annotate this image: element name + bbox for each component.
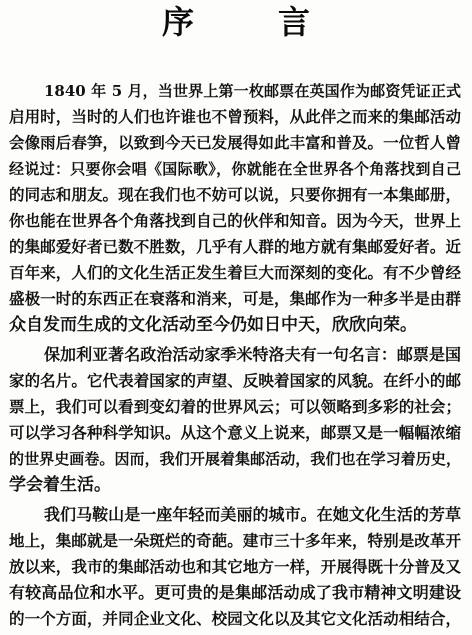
text-line: 的世界史画卷。因而，我们开展着集邮活动，我们也在学习着历史， bbox=[9, 450, 461, 468]
text-line: 盛极一时的东西正在衰落和消来，可是，集邮作为一种多半是由群 bbox=[9, 289, 461, 308]
page-title: 序 言 bbox=[161, 3, 336, 41]
text-line: 保加利亚著名政治活动家季米特洛夫有一句名言：邮票是国 bbox=[44, 345, 461, 364]
text-line: 学会着生活。 bbox=[9, 475, 111, 495]
text-line: 众自发而生成的文化活动至今仍如日中天，欣欣向荣。 bbox=[9, 315, 417, 335]
text-line: 有较高品位和水平。更可贵的是集邮活动成了我市精神文明建设 bbox=[9, 583, 461, 602]
text-line: 票上，我们可以看到变幻着的世界风云；可以领略到多彩的社会； bbox=[9, 397, 461, 416]
text-line: 你也能在世界各个角落找到自己的伙伴和知音。因为今天，世界上 bbox=[9, 211, 461, 230]
text-line: 我们马鞍山是一座年轻而美丽的城市。在她文化生活的芳草 bbox=[44, 505, 461, 524]
text-line: 经说过：只要你会唱《国际歌》，你就能在全世界各个角落找到自己 bbox=[9, 160, 461, 178]
text-line: 的集邮爱好者已数不胜数，几乎有人群的地方就有集邮爱好者。近 bbox=[9, 237, 461, 256]
text-line: 地上，集邮就是一朵斑烂的奇葩。建市三十多年来，特别是改革开 bbox=[9, 531, 461, 550]
text-line: 可以学习各种科学知识。从这个意义上说来，邮票又是一幅幅浓缩 bbox=[9, 423, 461, 442]
text-line: 百年来，人们的文化生活正发生着巨大而深刻的变化。有不少曾经 bbox=[9, 263, 461, 282]
text-line: 启用时，当时的人们也许谁也不曾预料，从此伴之而来的集邮活动 bbox=[9, 107, 461, 126]
text-line: 1840 年 5 月，当世界上第一枚邮票在英国作为邮资凭证正式 bbox=[44, 82, 461, 100]
text-line: 的一个方面，并同企业文化、校园文化以及其它文化活动相结合， bbox=[9, 609, 461, 628]
preface-body bbox=[9, 78, 461, 632]
text-line: 家的名片。它代表着国家的声望、反映着国家的风貌。在纤小的邮 bbox=[9, 371, 461, 390]
text-line: 放以来，我市的集邮活动也和其它地方一样，开展得既十分普及又 bbox=[9, 557, 461, 576]
text-line: 会像雨后春笋，以致到今天已发展得如此丰富和普及。一位哲人曾 bbox=[9, 133, 461, 152]
text-line: 的同志和朋友。现在我们也不妨可以说，只要你拥有一本集邮册， bbox=[9, 185, 461, 204]
